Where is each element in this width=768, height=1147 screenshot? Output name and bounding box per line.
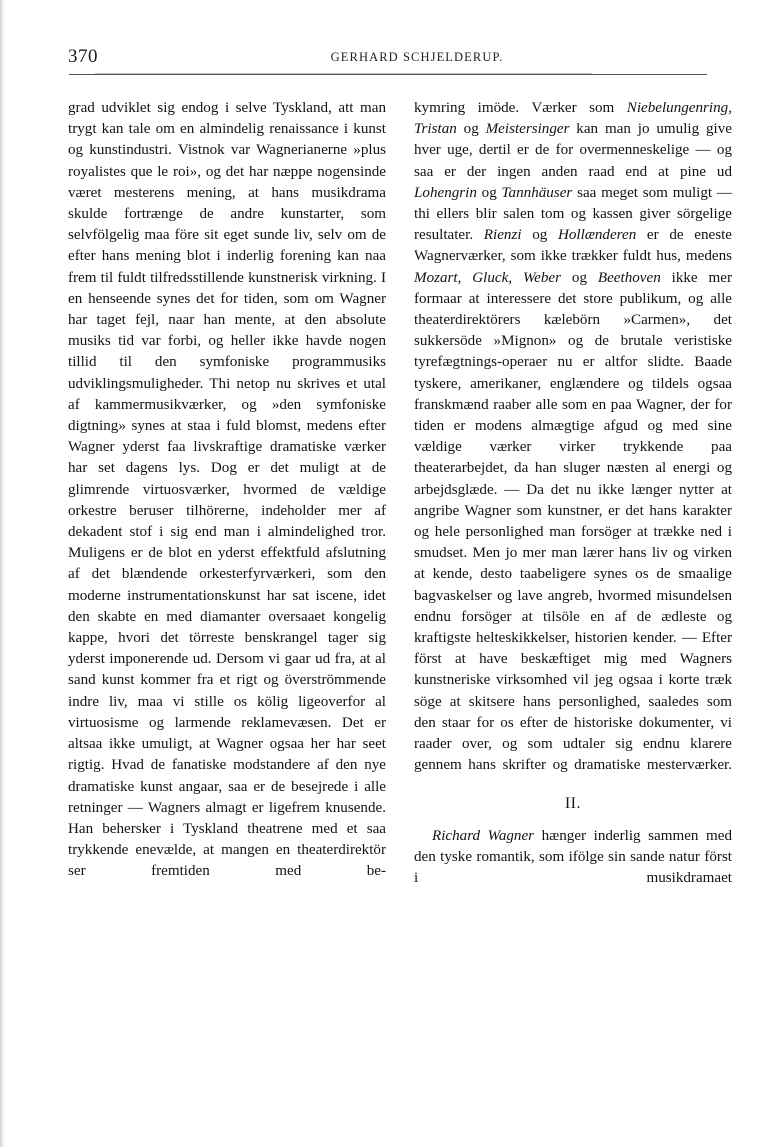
- page-number: 370: [68, 46, 98, 67]
- right-column-paragraph-two: Richard Wagner hænger inderlig sammen med den tyske romantik, som ifölge sin sande natur först i musikdramaet: [414, 827, 732, 886]
- right-column: [414, 98, 732, 889]
- left-column-paragraph: grad udviklet sig endog i selve Tyskland, att man trygt kan tale om en almindelig renaissance i kunst og kunstindustri. Vistnok var Wagnerianerne »plus royalistes que le roi», og det har næppe nogensinde været mesterens mening, at hans musikdrama skulde fortrænge de andre kunstarter, som selvfölgelig maa före sit eget sunde liv, selv om de efter hans mening blot i inderlig forening kan naa frem til fuldt tilfredsstillende kunstnerisk virkning. I en henseende synes det for tiden, som om Wagner har taget fejl, naar han mente, at den absolute musiks tid var forbi, og heller ikke havde nogen tillid til den symfoniske programmusiks udviklingsmuligheder. Thi netop nu skrives et utal af kammermusikværker, og »den symfoniske digtning» synes at staa i fuld blomst, medens efter Wagner yderst faa livskraftige dramatiske værker har set dagens lys. Dog er det muligt at de glimrende virtuosværker, hvormed de vældige orkestre beruser tilhörerne, indeholder mer af dekadent stof i sig end man i almindelighed tror. Muligens er de blot en yderst effektfuld afslutning af det blændende orkesterfyrværkeri, som den moderne instrumentationskunst har sat iscene, idet den skabte en med diamanter oversaaet kongelig kappe, hvori det törreste benskrangel tager sig yderst imponerende ud. Dersom vi gaar ud fra, at al sand kunst kommer fra et rigt og överströmmende indre liv, maa vi stille os kölig ligeoverfor al virtuosisme og larmende reklamevæsen. Det er altsaa ikke umuligt, at Wagner ogsaa her har seet rigtig. Hvad de fanatiske modstandere af den nye dramatiske kunst angaar, saa er de besejrede i alle retninger — Wagners almagt er ligefrem knusende. Han behersker i Tyskland theatrene med et saa trykkende enevælde, at mangen en theaterdirektör ser fremtiden med be-: [68, 100, 386, 880]
- running-head-title: GERHARD SCHJELDERUP.: [330, 50, 504, 64]
- running-head: [68, 44, 708, 84]
- right-column-paragraph: kymring imöde. Værker som Niebelungenring, Tristan og Meistersinger kan man jo umulig give hver uge, dertil er de for overmenneskelige — og saa er der ingen anden raad end at pine ud Lohengrin og Tannhäuser saa meget som muligt — thi ellers blir salen tom og kassen giver sörgelige resultater. Rienzi og Hollænderen er de eneste Wagnerværker, som ikke trækker fuldt hus, medens Mozart, Gluck, Weber og Beethoven ikke mer formaar at interessere det store publikum, og alle theaterdirektörers kælebörn »Carmen», det sukkersöde »Mignon» og de brutale veristiske tyrefægtnings-operaer nu er altfor slidte. Baade tyskere, amerikaner, englændere og tildels ogsaa franskmænd raaber alle som en paa Wagner, der for tiden er modens almægtige afgud og med sine vældige værker virker trykkende paa theaterarbejdet, da han sluger næsten al energi og arbejdsglæde. — Da det nu ikke længer nytter at angribe Wagner som kunstner, er det hans karakter og hele personlighed man forsöger at trække ned i smudset. Men jo mer man lærer hans liv og virken at kende, desto taabeligere synes os de smaalige bagvaskelser og lave angreb, hvormed misundelsen endnu forsöger at tilsöle en af de ædleste og kraftigste helteskikkelser, historien kender. — Efter först at have beskæftiget mig med Wagners kunstneriske virksomhed vil jeg ogsaa i korte træk söge at skitsere hans personlighed, saaledes som den staar for os efter de historiske dokumenter, vi raader over, og som udtaler sig endnu klarere gennem hans skrifter og dramatiske mesterværker.: [414, 100, 732, 774]
- left-column: [68, 98, 386, 889]
- two-column-body: [68, 98, 732, 889]
- section-number-heading: II.: [565, 794, 581, 812]
- header-rule: [69, 74, 707, 75]
